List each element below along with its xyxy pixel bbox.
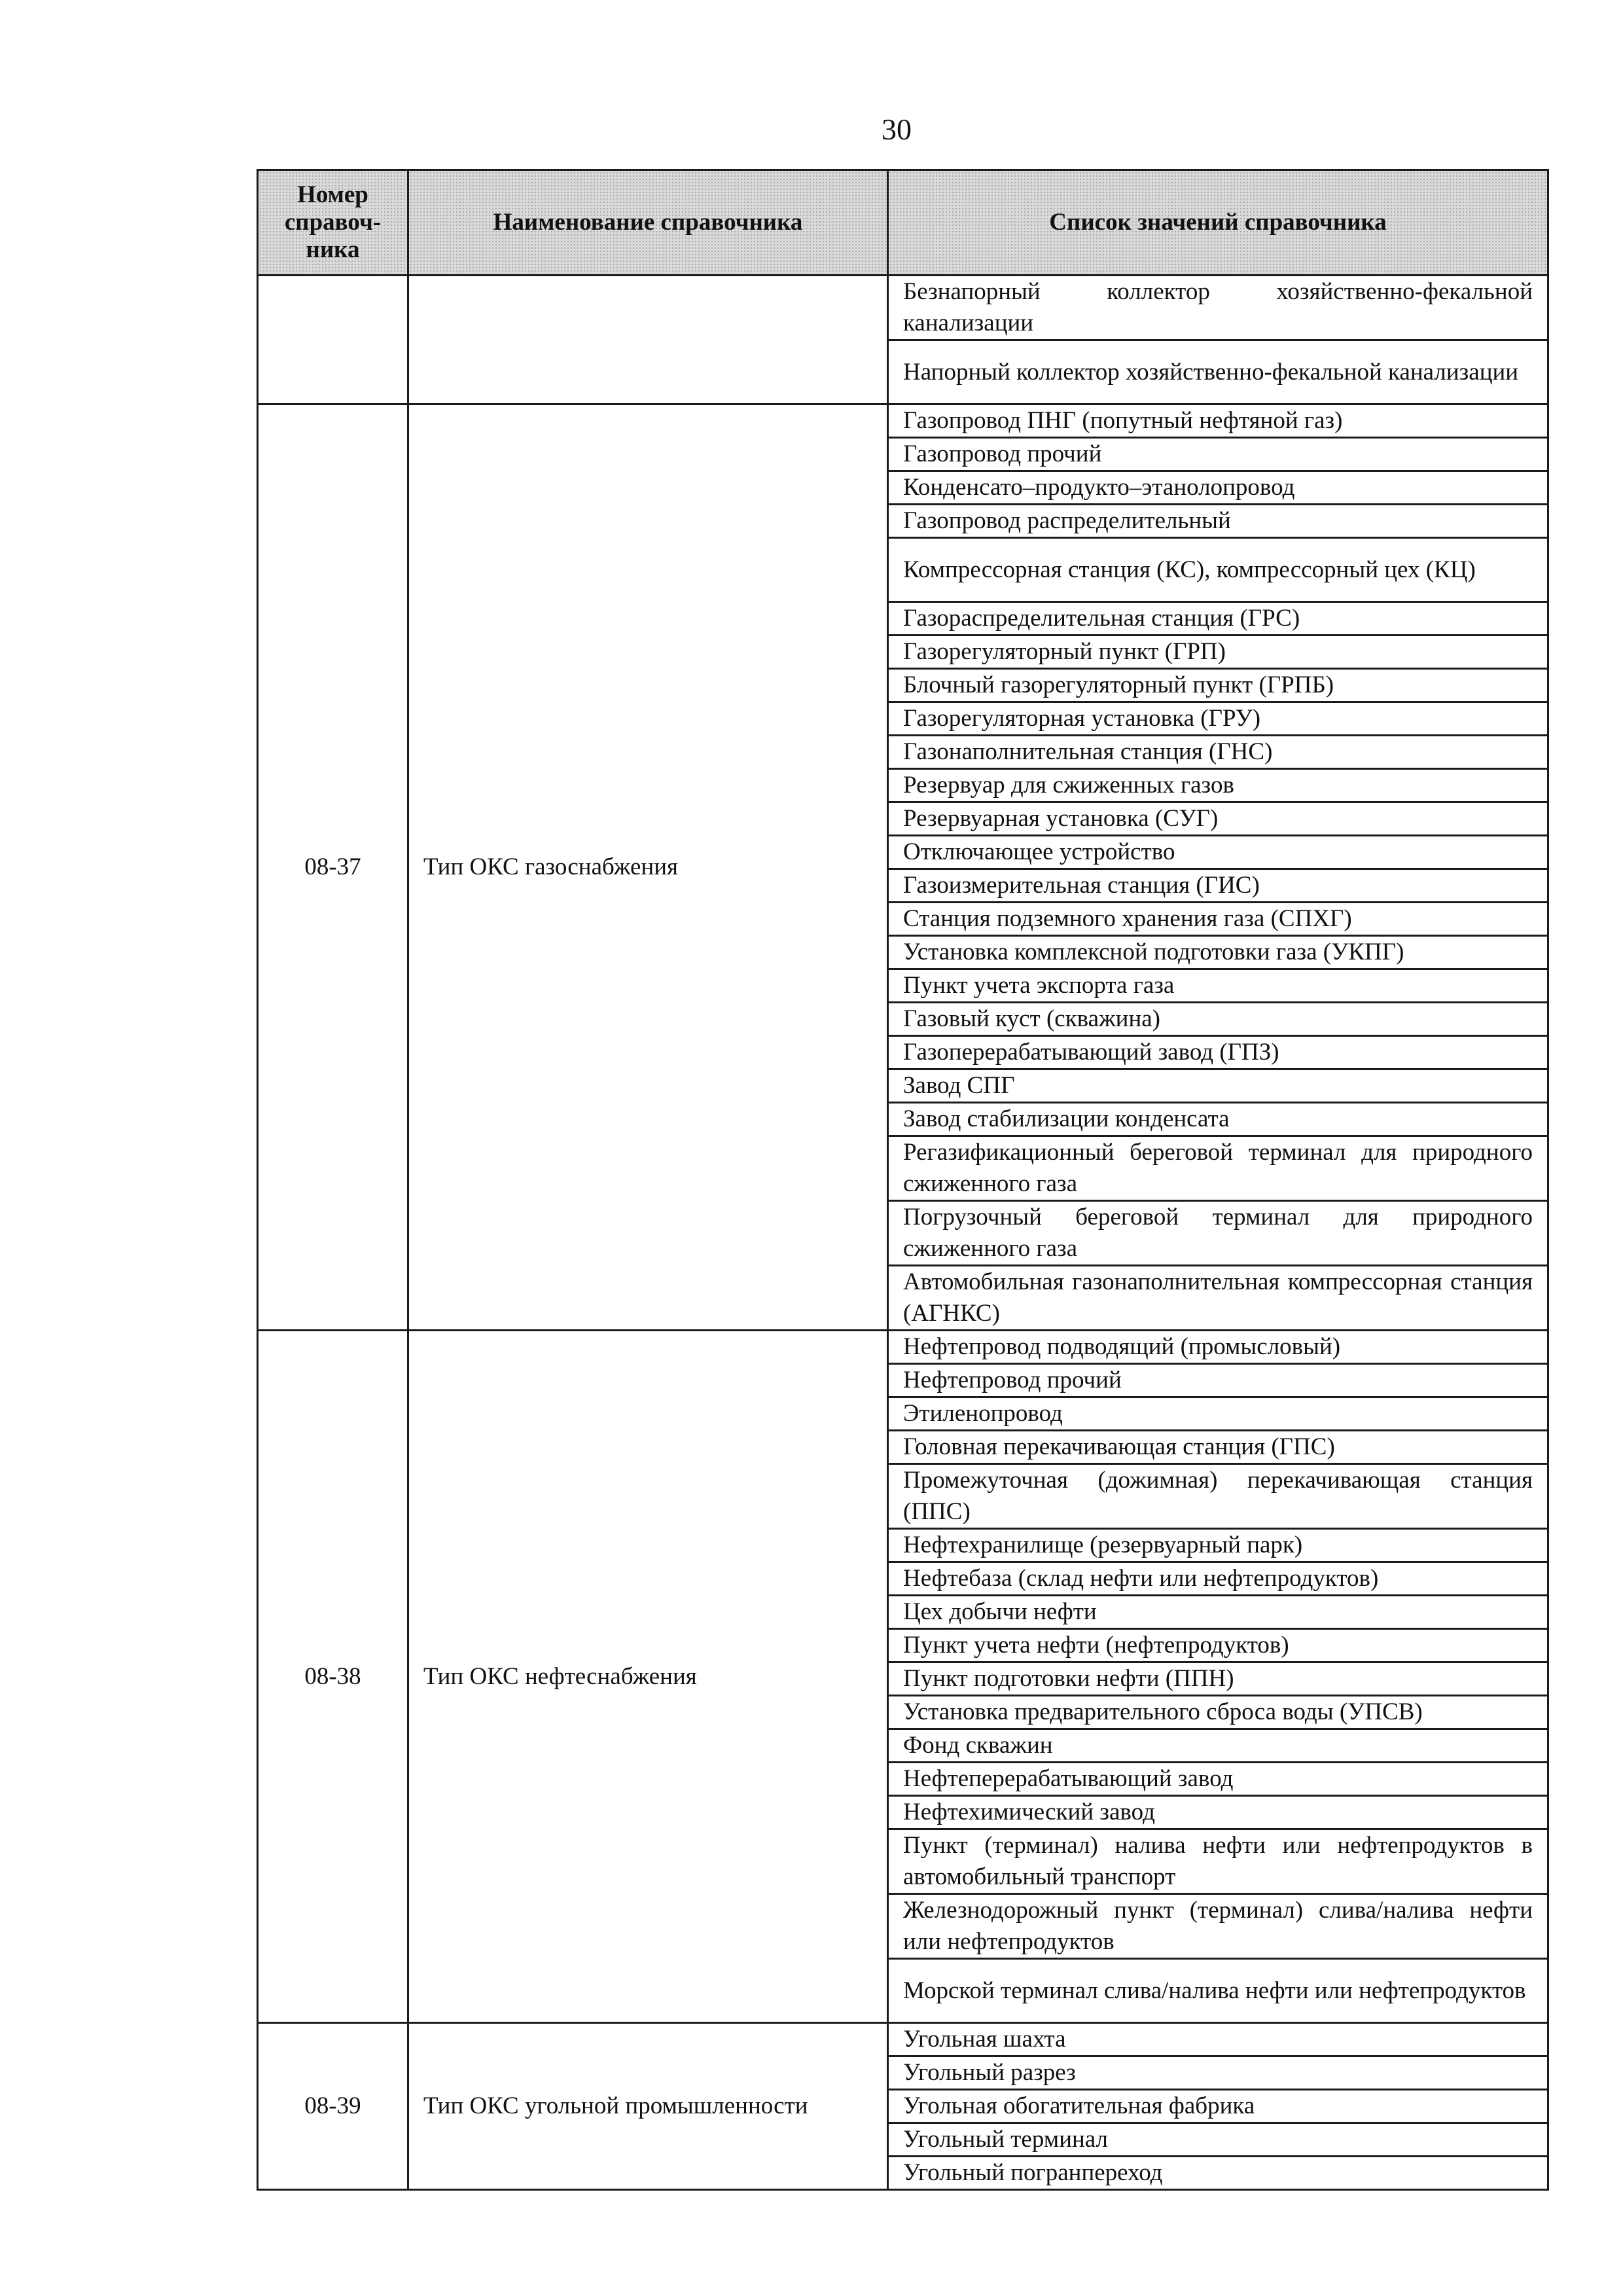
reference-value: Угольный терминал [888, 2123, 1548, 2157]
reference-value: Угольный погранпереход [888, 2157, 1548, 2190]
reference-value: Установка предварительного сброса воды (УПСВ) [888, 1696, 1548, 1729]
reference-value: Пункт (терминал) налива нефти или нефтепродуктов в автомобильный транспорт [888, 1829, 1548, 1894]
reference-value: Нефтепровод подводящий (промысловый) [888, 1331, 1548, 1364]
reference-value: Промежуточная (дожимная) перекачивающая станция (ППС) [888, 1464, 1548, 1529]
reference-value: Газопровод ПНГ (попутный нефтяной газ) [888, 404, 1548, 438]
reference-value: Фонд скважин [888, 1729, 1548, 1763]
reference-value: Нефтехранилище (резервуарный парк) [888, 1529, 1548, 1562]
reference-value: Резервуарная установка (СУГ) [888, 802, 1548, 836]
reference-value: Завод СПГ [888, 1069, 1548, 1103]
reference-table [257, 169, 1549, 2191]
reference-value: Угольная обогатительная фабрика [888, 2090, 1548, 2123]
reference-value: Погрузочный береговой терминал для природного сжиженного газа [888, 1201, 1548, 1266]
reference-value: Газовый куст (скважина) [888, 1003, 1548, 1036]
reference-value: Головная перекачивающая станция (ГПС) [888, 1431, 1548, 1464]
reference-number: 08-37 [258, 404, 408, 1331]
reference-value: Газораспределительная станция (ГРС) [888, 602, 1548, 636]
reference-value: Пункт учета нефти (нефтепродуктов) [888, 1629, 1548, 1662]
reference-value: Безнапорный коллектор хозяйственно-фекальной канализации [888, 276, 1548, 340]
reference-value: Компрессорная станция (КС), компрессорный цех (КЦ) [888, 538, 1548, 602]
reference-value: Отключающее устройство [888, 836, 1548, 869]
reference-name: Тип ОКС угольной промышленности [408, 2023, 888, 2190]
reference-value: Конденсато–продукто–этанолопровод [888, 471, 1548, 505]
reference-value: Железнодорожный пункт (терминал) слива/налива нефти или нефтепродуктов [888, 1894, 1548, 1959]
reference-value: Регазификационный береговой терминал для природного сжиженного газа [888, 1136, 1548, 1201]
reference-value: Блочный газорегуляторный пункт (ГРПБ) [888, 669, 1548, 702]
reference-value: Газопровод прочий [888, 438, 1548, 471]
reference-name [408, 276, 888, 404]
reference-value: Напорный коллектор хозяйственно-фекальной канализации [888, 340, 1548, 404]
reference-value: Резервуар для сжиженных газов [888, 769, 1548, 802]
reference-value: Пункт подготовки нефти (ППН) [888, 1662, 1548, 1696]
reference-value: Нефтехимический завод [888, 1796, 1548, 1829]
reference-value: Нефтепровод прочий [888, 1364, 1548, 1397]
table-row [258, 404, 1548, 438]
reference-value: Газорегуляторный пункт (ГРП) [888, 636, 1548, 669]
reference-value: Цех добычи нефти [888, 1596, 1548, 1629]
reference-value: Газоизмерительная станция (ГИС) [888, 869, 1548, 903]
reference-value: Пункт учета экспорта газа [888, 969, 1548, 1003]
reference-value: Этиленопровод [888, 1397, 1548, 1431]
reference-value: Нефтеперерабатывающий завод [888, 1763, 1548, 1796]
reference-number: 08-39 [258, 2023, 408, 2190]
reference-value: Газонаполнительная станция (ГНС) [888, 736, 1548, 769]
column-header-values: Список значений справочника [888, 170, 1548, 276]
table-row [258, 276, 1548, 340]
reference-value: Газопровод распределительный [888, 505, 1548, 538]
reference-value: Газоперерабатывающий завод (ГПЗ) [888, 1036, 1548, 1069]
reference-value: Угольная шахта [888, 2023, 1548, 2056]
reference-value: Морской терминал слива/налива нефти или нефтепродуктов [888, 1959, 1548, 2023]
column-header-name: Наименование справочника [408, 170, 888, 276]
table-row [258, 1331, 1548, 1364]
reference-value: Газорегуляторная установка (ГРУ) [888, 702, 1548, 736]
reference-value: Завод стабилизации конденсата [888, 1103, 1548, 1136]
reference-value: Угольный разрез [888, 2056, 1548, 2090]
reference-value: Автомобильная газонаполнительная компрессорная станция (АГНКС) [888, 1266, 1548, 1331]
table-header-row [258, 170, 1548, 276]
table-row [258, 2023, 1548, 2056]
reference-number: 08-38 [258, 1331, 408, 2023]
reference-value: Нефтебаза (склад нефти или нефтепродуктов) [888, 1562, 1548, 1596]
page-number: 30 [882, 113, 912, 146]
column-header-number: Номер справоч-ника [258, 170, 408, 276]
reference-name: Тип ОКС газоснабжения [408, 404, 888, 1331]
reference-value: Установка комплексной подготовки газа (УКПГ) [888, 936, 1548, 969]
reference-value: Станция подземного хранения газа (СПХГ) [888, 903, 1548, 936]
reference-number [258, 276, 408, 404]
reference-name: Тип ОКС нефтеснабжения [408, 1331, 888, 2023]
